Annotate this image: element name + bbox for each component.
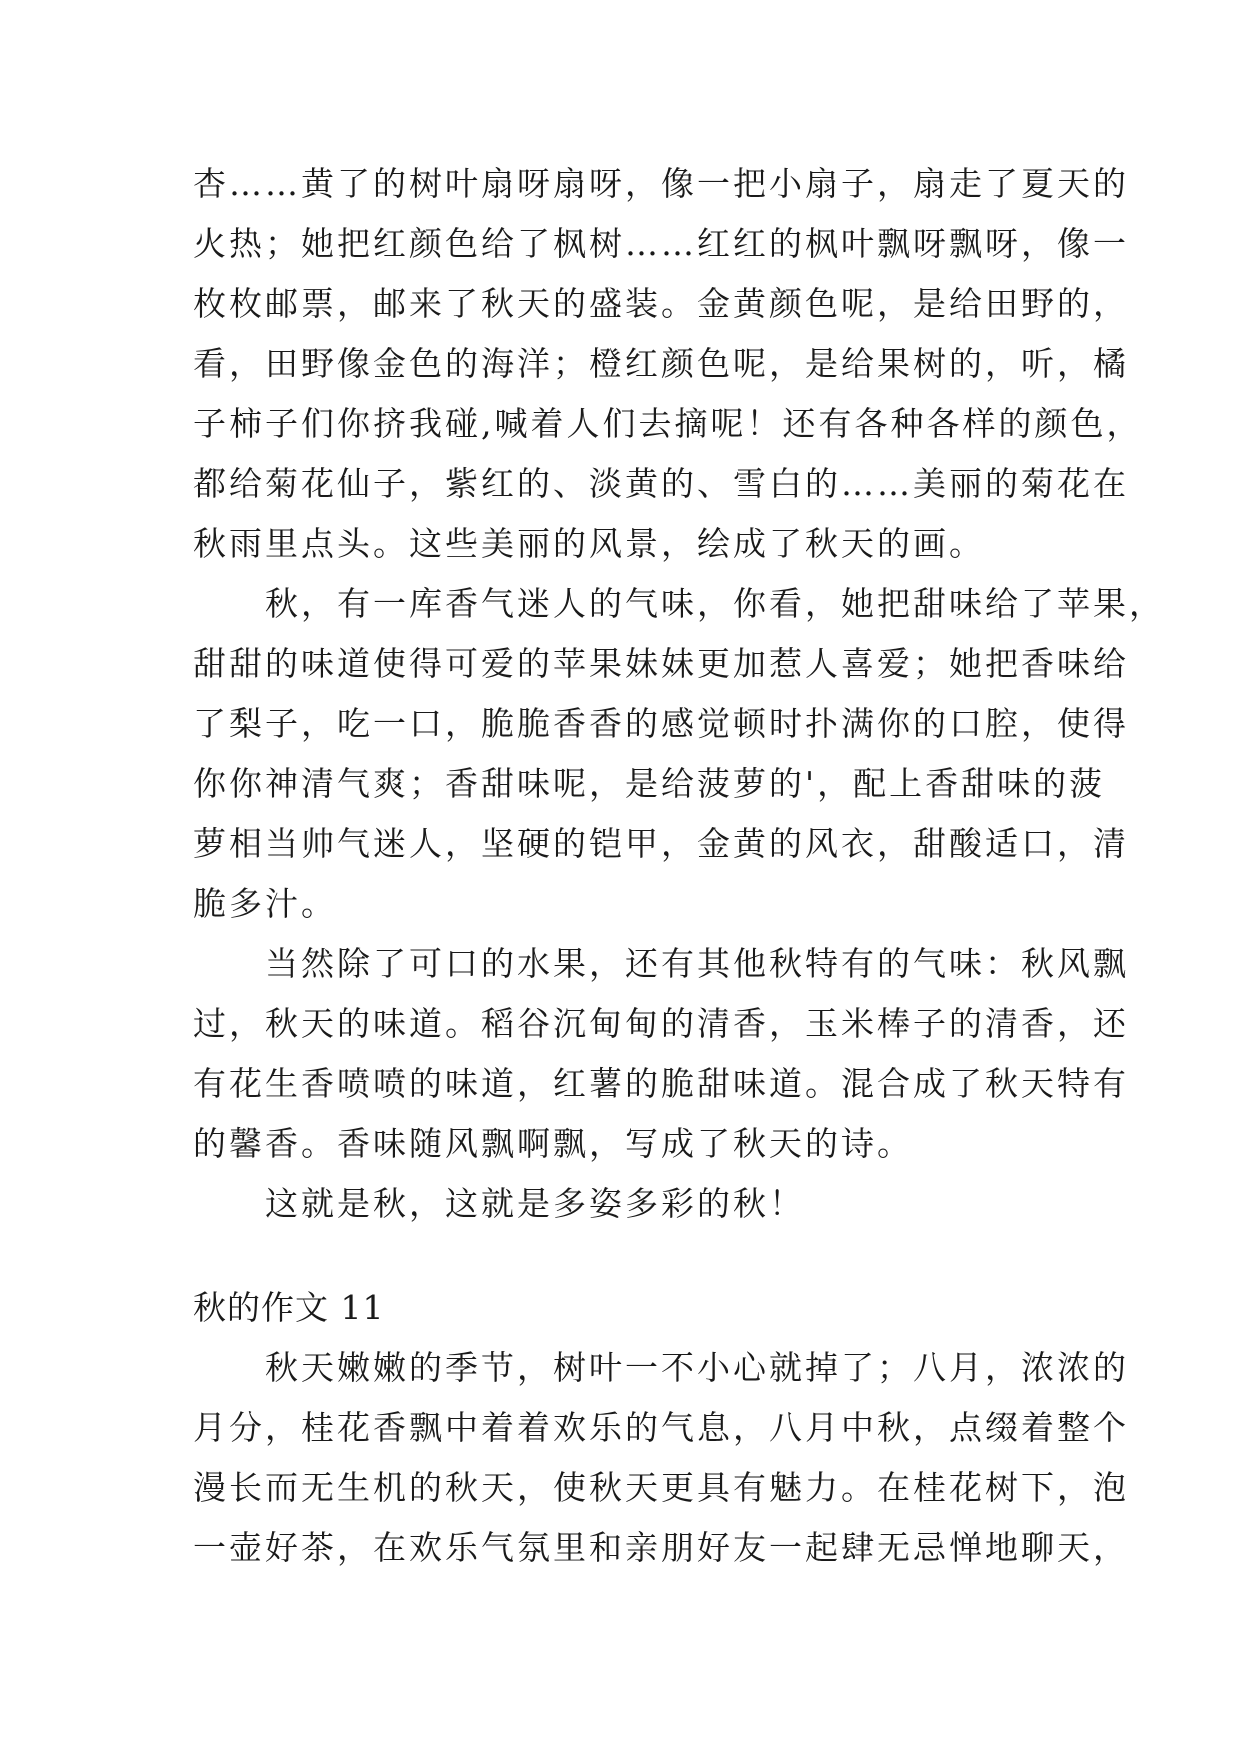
- section-title: 秋的作文 11: [193, 1288, 385, 1327]
- text-line: 了梨子，吃一口，脆脆香香的感觉顿时扑满你的口腔，使得: [193, 704, 1129, 743]
- text-line: 甜甜的味道使得可爱的苹果妹妹更加惹人喜爱；她把香味给: [193, 644, 1129, 683]
- text-line: 子柿子们你挤我碰,喊着人们去摘呢！还有各种各样的颜色，: [193, 404, 1143, 443]
- text-line: 漫长而无生机的秋天，使秋天更具有魅力。在桂花树下，泡: [193, 1468, 1129, 1507]
- text-line: 看，田野像金色的海洋；橙红颜色呢，是给果树的，听，橘: [193, 344, 1129, 383]
- text-line: 一壶好茶，在欢乐气氛里和亲朋好友一起肆无忌惮地聊天，: [193, 1528, 1129, 1567]
- text-line: 有花生香喷喷的味道，红薯的脆甜味道。混合成了秋天特有: [193, 1064, 1129, 1103]
- text-line: 当然除了可口的水果，还有其他秋特有的气味：秋风飘: [193, 944, 1129, 983]
- text-line: 枚枚邮票，邮来了秋天的盛装。金黄颜色呢，是给田野的，: [193, 284, 1129, 323]
- text-line: 萝相当帅气迷人，坚硬的铠甲，金黄的风衣，甜酸适口，清: [193, 824, 1129, 863]
- text-line: 这就是秋，这就是多姿多彩的秋！: [193, 1184, 805, 1223]
- text-line: 都给菊花仙子，紫红的、淡黄的、雪白的……美丽的菊花在: [193, 464, 1129, 503]
- text-line: 过，秋天的味道。稻谷沉甸甸的清香，玉米棒子的清香，还: [193, 1004, 1129, 1043]
- text-line: 秋雨里点头。这些美丽的风景，绘成了秋天的画。: [193, 524, 985, 563]
- text-line: 的馨香。香味随风飘啊飘，写成了秋天的诗。: [193, 1124, 913, 1163]
- text-line: 秋，有一库香气迷人的气味，你看，她把甜味给了苹果，: [193, 584, 1165, 623]
- text-line: 月分，桂花香飘中着着欢乐的气息，八月中秋，点缀着整个: [193, 1408, 1129, 1447]
- text-line: 火热；她把红颜色给了枫树……红红的枫叶飘呀飘呀，像一: [193, 224, 1129, 263]
- text-line: 你你神清气爽；香甜味呢，是给菠萝的'，配上香甜味的菠: [193, 764, 1106, 803]
- text-line: 秋天嫩嫩的季节，树叶一不小心就掉了；八月，浓浓的: [193, 1348, 1129, 1387]
- text-line: 杏……黄了的树叶扇呀扇呀，像一把小扇子，扇走了夏天的: [193, 164, 1129, 203]
- text-line: 脆多汁。: [193, 884, 337, 923]
